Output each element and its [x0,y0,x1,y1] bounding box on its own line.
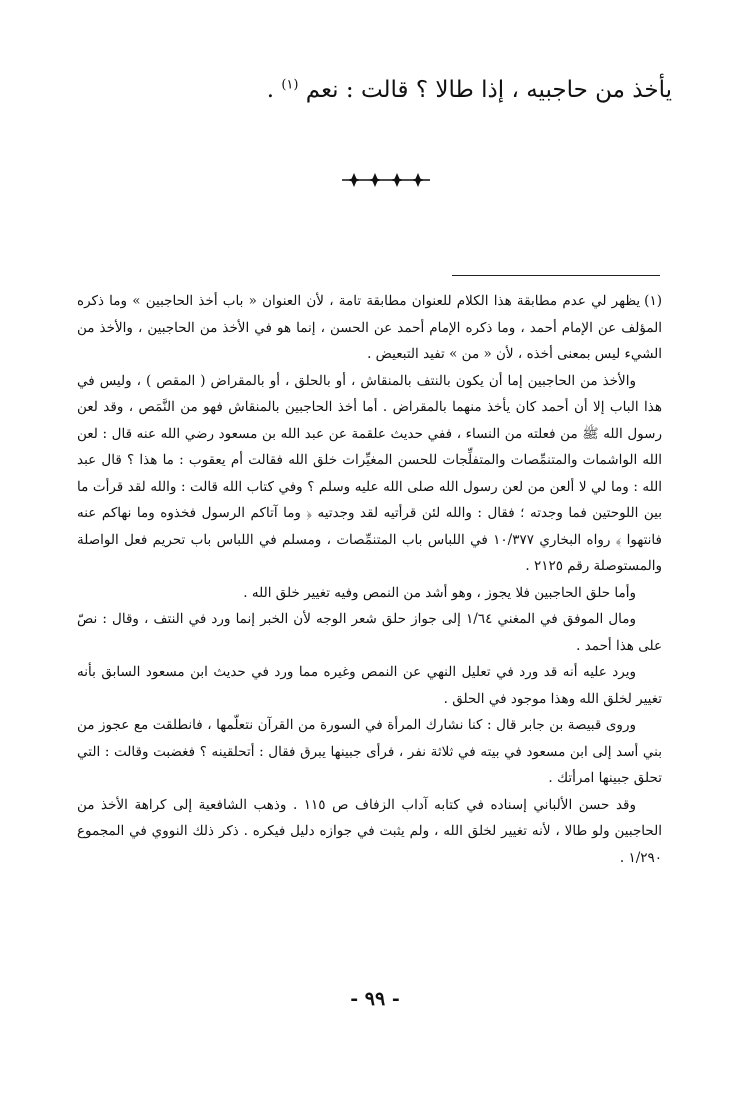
section-divider-ornament-icon [338,170,434,190]
footnote-paragraph: ويرد عليه أنه قد ورد في تعليل النهي عن النمص وغيره مما ورد في حديث ابن مسعود السابق بأنه تغيير لخلق الله وهذا موجود في الحلق . [77,664,662,707]
main-text: يأخذ من حاجبيه ، إذا طالا ؟ قالت : نعم [305,77,672,103]
footnote-paragraph: وأما حلق الحاجبين فلا يجوز ، وهو أشد من النمص وفيه تغيير خلق الله . [243,584,636,601]
footnote-paragraph: ومال الموفق في المغني ١/٦٤ إلى جواز حلق شعر الوجه لأن الخبر إنما ورد في النتف ، وقال : نصّ على هذا أحمد . [77,611,662,654]
footnote-paragraph: والأخذ من الحاجبين إما أن يكون بالنتف بالمنقاش ، أو بالحلق ، أو بالمقراض ( المقص ) ، وليس في هذا الباب إلا أن أحمد كان يأخذ منهما بالمقراض . أما أخذ الحاجبين بالمنقاش فهو من النَّمَص ، وقد لعن رسول الله ﷺ من فعلته من النساء ، ففي حديث علقمة عن عبد الله بن مسعود رضي الله عنه قال : لعن الله الواشمات والمتنمِّصات والمتفلِّجات للحسن المغيِّرات خلق الله فقالت أم يعقوب : ما هذا ؟ قال عبد الله : وما لي لا ألعن من لعن رسول الله صلى الله عليه وسلم ؟ وفي كتاب الله قالت : والله لقد قرأت ما بين اللوحتين فما وجدته ؛ فقال : والله لئن قرأتيه لقد وجدتيه ﴿ وما آتاكم الرسول فخذوه وما نهاكم عنه فانتهوا ﴾ رواه البخاري ١٠/٣٧٧ في اللباس باب المتنمِّصات ، ومسلم في اللباس باب تحريم فعل الواصلة والمستوصلة رقم ٢١٢٥ . [77,372,663,574]
footnote-paragraph: وقد حسن الألباني إسناده في كتابه آداب الزفاف ص ١١٥ . وذهب الشافعية إلى كراهة الأخذ من الحاجبين ولو طالا ، لأنه تغيير لخلق الله ، ولم يثبت في جوازه دليل فيكره . ذكر ذلك النووي في المجموع ١/٢٩٠ . [77,796,662,866]
page-number: - ٩٩ - [350,988,400,1010]
footnote-paragraph: وروى قبيصة بن جابر قال : كنا نشارك المرأة في السورة من القرآن نتعلّمها ، فانطلقت مع عجوز من بني أسد إلى ابن مسعود في بيته في ثلاثة نفر ، فرأى جبينها يبرق فقال : أتحلقينه ؟ فغضبت وقالت : التي تحلق جبينها امرأتك . [77,717,662,786]
footnote-reference: (١) [281,77,299,93]
main-text-line [72,70,672,110]
footnotes-section [77,288,662,871]
footnote-separator [452,275,660,276]
footnote-paragraph [77,288,662,368]
main-text-end: . [266,77,282,103]
footnote-marker: (١) [644,293,662,309]
footnote-text: يظهر لي عدم مطابقة هذا الكلام للعنوان مطابقة تامة ، لأن العنوان « باب أخذ الحاجبين » وما ذكره المؤلف عن الإمام أحمد ، وما ذكره الإمام أحمد عن الحسن ، إنما هو في الأخذ من الحاجبين ، والأخذ من الشيء ليس بمعنى أخذه ، لأن « من » تفيد التبعيض . [77,293,662,362]
